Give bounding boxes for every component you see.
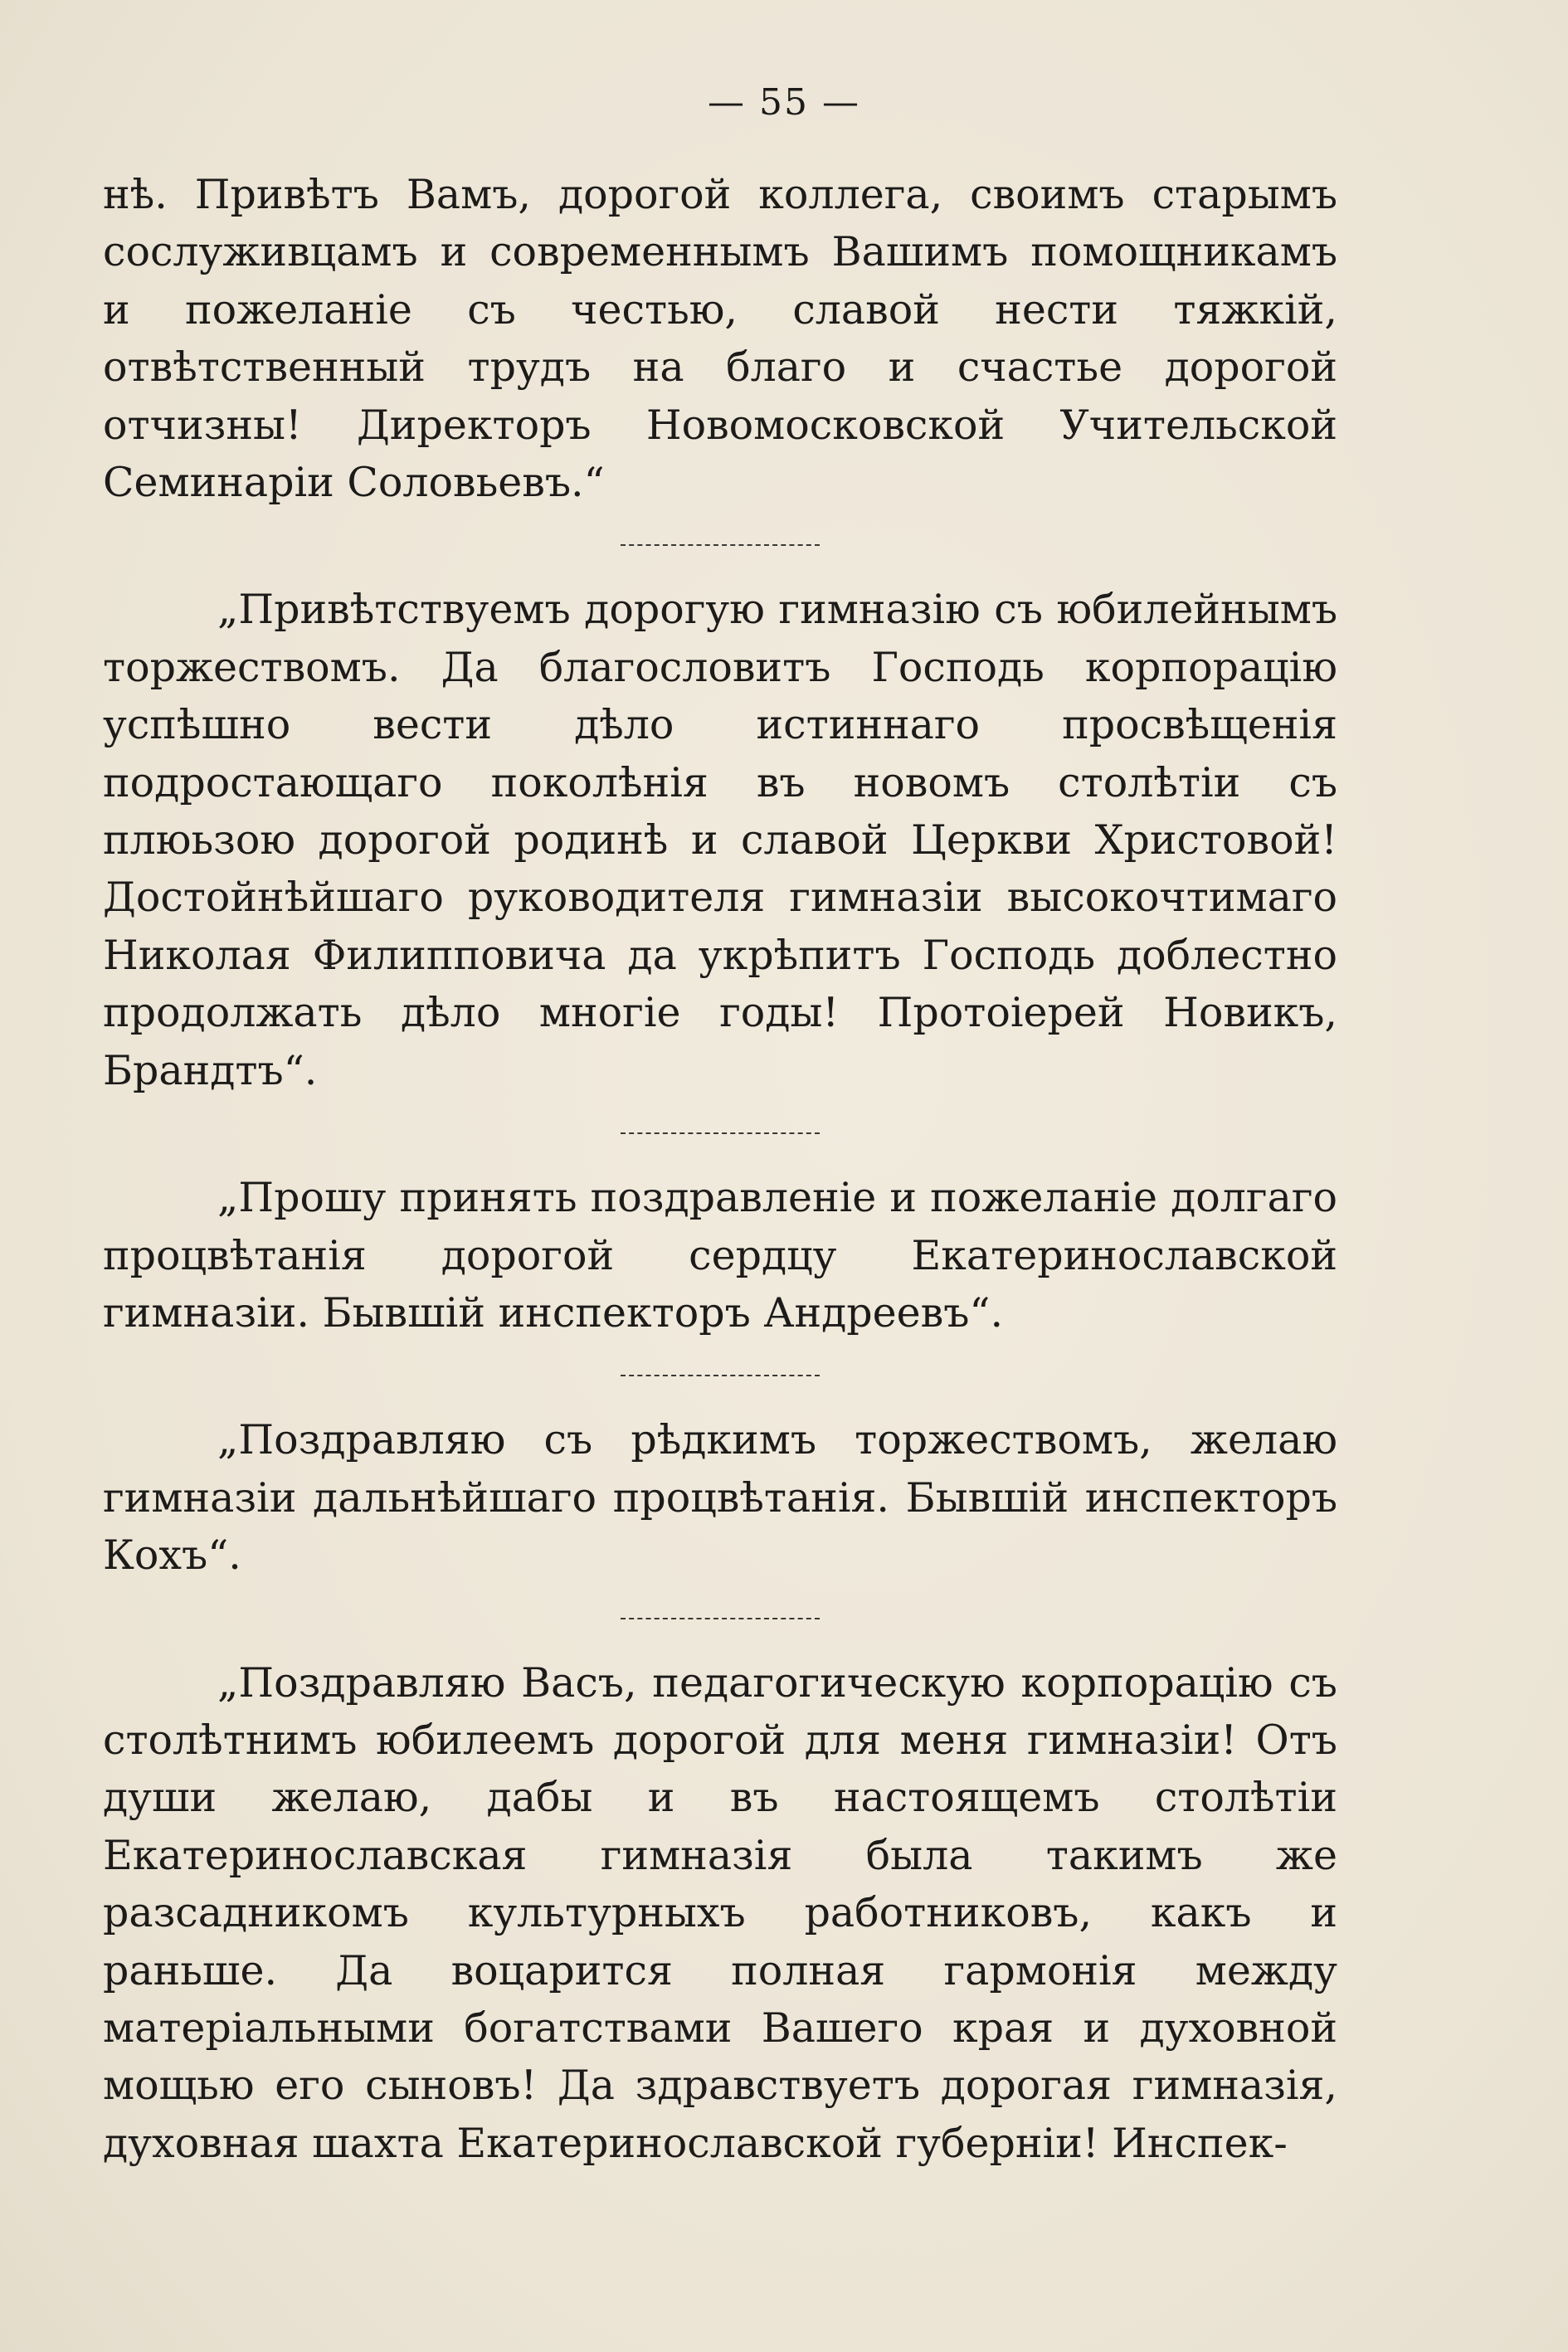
- page-number: — 55 —: [708, 81, 860, 124]
- page-text: [103, 166, 1337, 2172]
- paragraph-5: „Поздравляю Васъ, педагогическую корпорацію съ столѣтнимъ юбилеемъ дорогой для меня гимназіи! Отъ души желаю, дабы и въ настоящемъ столѣтіи Екатеринославская гимназія была такимъ же разсадникомъ культурныхъ работниковъ, какъ и раньше. Да воцарится полная гармонія между матеріальными богатствами Вашего края и духовной мощью его сыновъ! Да здравствуетъ дорогая гимназія, духовная шахта Екатеринославской губерніи! Инспек-: [103, 1658, 1337, 2167]
- separator-4: [621, 1618, 820, 1619]
- separator-1: [621, 544, 820, 546]
- separator-2: [621, 1132, 820, 1134]
- paragraph-1: нѣ. Привѣтъ Вамъ, дорогой коллега, своимъ старымъ сослуживцамъ и современнымъ Вашимъ помощникамъ и пожеланіе съ честью, славой нести тяжкій, отвѣтственный трудъ на благо и счастье дорогой отчизны! Директоръ Новомосковской Учительской Семинаріи Соловьевъ.“: [103, 171, 1337, 507]
- paragraph-4: „Поздравляю съ рѣдкимъ торжествомъ, желаю гимназіи дальнѣйшаго процвѣтанія. Бывшій инспекторъ Кохъ“.: [103, 1416, 1337, 1580]
- separator-3: [621, 1375, 820, 1376]
- paragraph-3: „Прошу принять поздравленіе и пожеланіе долгаго процвѣтанія дорогой сердцу Екатеринославской гимназіи. Бывшій инспекторъ Андреевъ“.: [103, 1174, 1337, 1337]
- paragraph-2: „Привѣтствуемъ дорогую гимназію съ юбилейнымъ торжествомъ. Да благословитъ Господь корпорацію успѣшно вести дѣло истиннаго просвѣщенія подростающаго поколѣнія въ новомъ столѣтіи съ плюьзою дорогой родинѣ и славой Церкви Христовой! Достойнѣйшаго руководителя гимназіи высокочтимаго Николая Филипповича да укрѣпитъ Господь доблестно продолжать дѣло многіе годы! Протоіерей Новикъ, Брандтъ“.: [103, 586, 1337, 1094]
